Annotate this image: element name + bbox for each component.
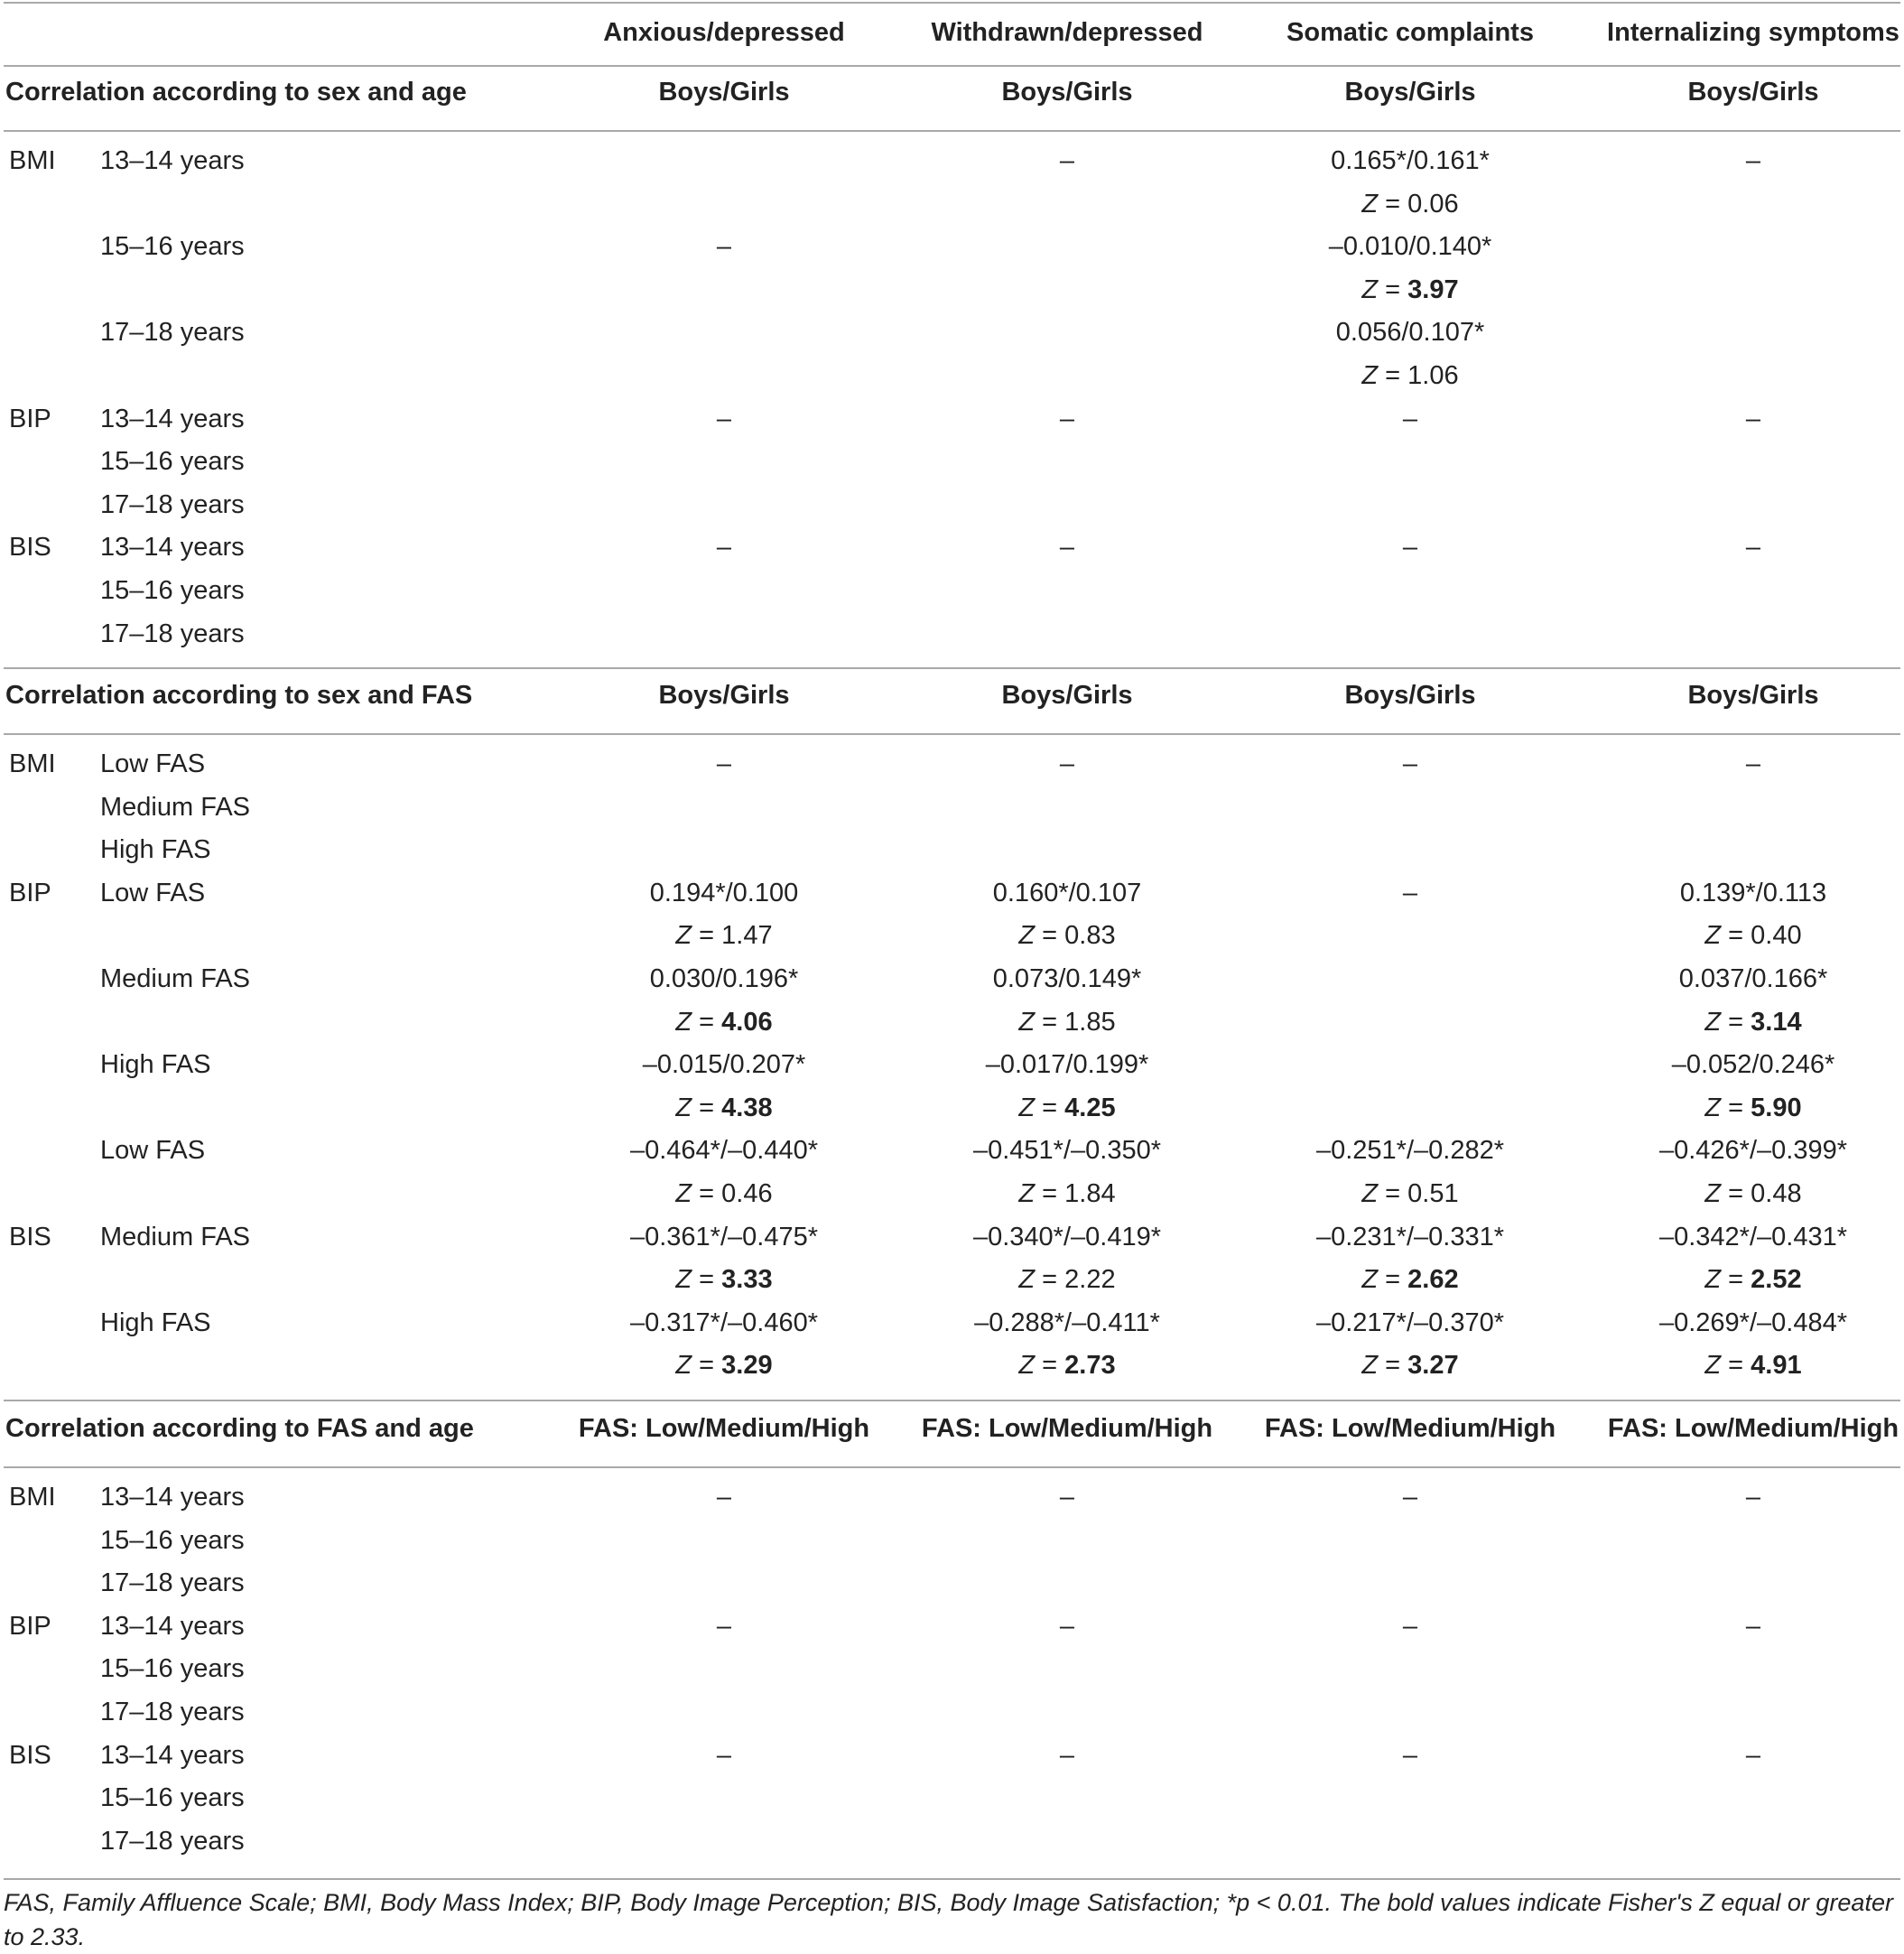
column-header: Somatic complaints [1286, 18, 1534, 47]
subgroup-label: High FAS [100, 835, 211, 864]
table-cell: 0.194*/0.100 [649, 879, 799, 907]
table-cell: 0.165*/0.161* [1331, 146, 1490, 175]
table-cell: Z = 1.06 [1361, 361, 1459, 390]
table-cell: Z = 4.38 [675, 1093, 773, 1122]
table-cell: – [1059, 1741, 1075, 1770]
table-cell: – [1059, 405, 1075, 433]
table-cell: Z = 3.29 [675, 1351, 773, 1380]
group-label: BIP [9, 1612, 51, 1641]
group-label: BMI [9, 749, 56, 778]
table-cell: Z = 3.33 [675, 1265, 773, 1294]
subgroup-label: Medium FAS [100, 793, 250, 822]
table-cell: –0.342*/–0.431* [1658, 1223, 1848, 1251]
section-end-rule [4, 1400, 1900, 1401]
table-cell: –0.010/0.140* [1328, 232, 1492, 261]
section-end-rule [4, 667, 1900, 669]
subgroup-label: Low FAS [100, 1136, 206, 1165]
table-cell: 0.037/0.166* [1678, 964, 1828, 993]
table-cell: –0.017/0.199* [985, 1050, 1149, 1079]
table-cell: Z = 1.47 [675, 921, 773, 950]
subgroup-label: 17–18 years [100, 318, 245, 347]
table-cell: –0.217*/–0.370* [1315, 1308, 1505, 1337]
group-label: BIS [9, 1223, 51, 1251]
subgroup-label: 13–14 years [100, 1483, 245, 1512]
table-cell: –0.251*/–0.282* [1315, 1136, 1505, 1165]
subgroup-label: 17–18 years [100, 1827, 245, 1856]
table-cell: – [1402, 533, 1418, 562]
table-cell: Z = 4.25 [1018, 1093, 1116, 1122]
group-label: BMI [9, 146, 56, 175]
subgroup-label: 17–18 years [100, 619, 245, 648]
table-cell: – [1402, 1612, 1418, 1641]
table-cell: – [1745, 533, 1761, 562]
table-cell: Z = 4.91 [1704, 1351, 1802, 1380]
subgroup-label: High FAS [100, 1050, 211, 1079]
table-cell: – [716, 1741, 732, 1770]
column-header: Internalizing symptoms [1607, 18, 1899, 47]
table-cell: – [716, 232, 732, 261]
section-rule [4, 1466, 1900, 1468]
section-rule [4, 130, 1900, 132]
table-cell: 0.139*/0.113 [1679, 879, 1827, 907]
table-cell: – [1745, 1612, 1761, 1641]
subgroup-label: Low FAS [100, 749, 206, 778]
subgroup-label: 13–14 years [100, 533, 245, 562]
table-cell: –0.052/0.246* [1671, 1050, 1835, 1079]
table-cell: – [1402, 405, 1418, 433]
table-cell: Z = 2.62 [1361, 1265, 1459, 1294]
subgroup-label: 13–14 years [100, 405, 245, 433]
group-label: BIS [9, 533, 51, 562]
subgroup-label: Medium FAS [100, 964, 250, 993]
section-column-label: Boys/Girls [1344, 681, 1476, 710]
table-cell: Z = 4.06 [675, 1008, 773, 1037]
group-label: BIP [9, 879, 51, 907]
table-cell: –0.269*/–0.484* [1658, 1308, 1848, 1337]
subgroup-label: 15–16 years [100, 232, 245, 261]
table-cell: – [716, 405, 732, 433]
table-cell: – [1745, 749, 1761, 778]
table-cell: –0.464*/–0.440* [629, 1136, 819, 1165]
table-cell: – [1402, 879, 1418, 907]
top-rule [4, 2, 1900, 4]
section-column-label: Boys/Girls [658, 78, 790, 107]
subgroup-label: 15–16 years [100, 1654, 245, 1683]
table-cell: Z = 0.06 [1361, 190, 1459, 219]
table-footnote: FAS, Family Affluence Scale; BMI, Body Mass Index; BIP, Body Image Perception; BIS, Body Image Satisfaction; *p < 0.01. The bold values indicate Fisher's Z equal or greater to 2.33. [4, 1889, 1893, 1950]
subgroup-label: 13–14 years [100, 1612, 245, 1641]
subgroup-label: 15–16 years [100, 447, 245, 476]
section-column-label: Boys/Girls [658, 681, 790, 710]
subgroup-label: 17–18 years [100, 490, 245, 519]
subgroup-label: 13–14 years [100, 146, 245, 175]
table-cell: –0.015/0.207* [642, 1050, 806, 1079]
table-cell: – [1745, 146, 1761, 175]
table-cell: –0.361*/–0.475* [629, 1223, 819, 1251]
table-cell: Z = 2.22 [1018, 1265, 1116, 1294]
section-column-label: Boys/Girls [1001, 681, 1133, 710]
subgroup-label: 17–18 years [100, 1568, 245, 1597]
table-cell: – [1059, 146, 1075, 175]
table-cell: – [1745, 1741, 1761, 1770]
table-cell: Z = 2.52 [1704, 1265, 1802, 1294]
section-title: Correlation according to FAS and age [5, 1414, 474, 1443]
group-label: BIS [9, 1741, 51, 1770]
table-cell: – [1745, 1483, 1761, 1512]
table-cell: – [1059, 533, 1075, 562]
table-cell: – [1059, 749, 1075, 778]
table-cell: Z = 1.85 [1018, 1008, 1116, 1037]
column-header: Withdrawn/depressed [931, 18, 1203, 47]
table-cell: –0.340*/–0.419* [972, 1223, 1162, 1251]
table-cell: Z = 0.46 [675, 1179, 773, 1208]
section-column-label: FAS: Low/Medium/High [921, 1414, 1213, 1443]
column-header: Anxious/depressed [603, 18, 845, 47]
table-cell: – [716, 749, 732, 778]
table-cell: –0.426*/–0.399* [1658, 1136, 1848, 1165]
table-cell: Z = 0.51 [1361, 1179, 1459, 1208]
table-cell: –0.231*/–0.331* [1315, 1223, 1505, 1251]
subgroup-label: High FAS [100, 1308, 211, 1337]
table-cell: Z = 3.27 [1361, 1351, 1459, 1380]
bottom-rule [4, 1878, 1900, 1880]
table-cell: Z = 3.97 [1361, 275, 1459, 304]
header-rule [4, 65, 1900, 67]
table-cell: 0.073/0.149* [992, 964, 1142, 993]
group-label: BIP [9, 405, 51, 433]
section-column-label: FAS: Low/Medium/High [1264, 1414, 1556, 1443]
table-cell: – [716, 1483, 732, 1512]
subgroup-label: Medium FAS [100, 1223, 250, 1251]
table-cell: 0.056/0.107* [1335, 318, 1485, 347]
table-cell: – [716, 533, 732, 562]
table-cell: Z = 0.40 [1704, 921, 1802, 950]
section-column-label: Boys/Girls [1687, 78, 1819, 107]
table-cell: –0.288*/–0.411* [974, 1308, 1160, 1337]
subgroup-label: 15–16 years [100, 576, 245, 605]
table-cell: –0.317*/–0.460* [629, 1308, 819, 1337]
table-cell: Z = 0.83 [1018, 921, 1116, 950]
section-rule [4, 733, 1900, 735]
table-cell: – [716, 1612, 732, 1641]
table-cell: – [1059, 1483, 1075, 1512]
table-cell: 0.160*/0.107 [992, 879, 1142, 907]
table-cell: Z = 5.90 [1704, 1093, 1802, 1122]
table-cell: 0.030/0.196* [649, 964, 799, 993]
section-column-label: Boys/Girls [1344, 78, 1476, 107]
section-column-label: Boys/Girls [1687, 681, 1819, 710]
table-cell: – [1402, 1741, 1418, 1770]
section-title: Correlation according to sex and FAS [5, 681, 473, 710]
table-cell: – [1745, 405, 1761, 433]
section-column-label: FAS: Low/Medium/High [578, 1414, 870, 1443]
section-title: Correlation according to sex and age [5, 78, 467, 107]
table-cell: – [1402, 1483, 1418, 1512]
section-column-label: FAS: Low/Medium/High [1607, 1414, 1899, 1443]
subgroup-label: 13–14 years [100, 1741, 245, 1770]
subgroup-label: 15–16 years [100, 1783, 245, 1812]
table-cell: – [1402, 749, 1418, 778]
table-cell: –0.451*/–0.350* [972, 1136, 1162, 1165]
subgroup-label: 15–16 years [100, 1526, 245, 1555]
section-column-label: Boys/Girls [1001, 78, 1133, 107]
group-label: BMI [9, 1483, 56, 1512]
table-cell: Z = 3.14 [1704, 1008, 1802, 1037]
subgroup-label: Low FAS [100, 879, 206, 907]
subgroup-label: 17–18 years [100, 1698, 245, 1726]
table-cell: Z = 0.48 [1704, 1179, 1802, 1208]
table-cell: Z = 2.73 [1018, 1351, 1116, 1380]
table-cell: – [1059, 1612, 1075, 1641]
table-cell: Z = 1.84 [1018, 1179, 1116, 1208]
